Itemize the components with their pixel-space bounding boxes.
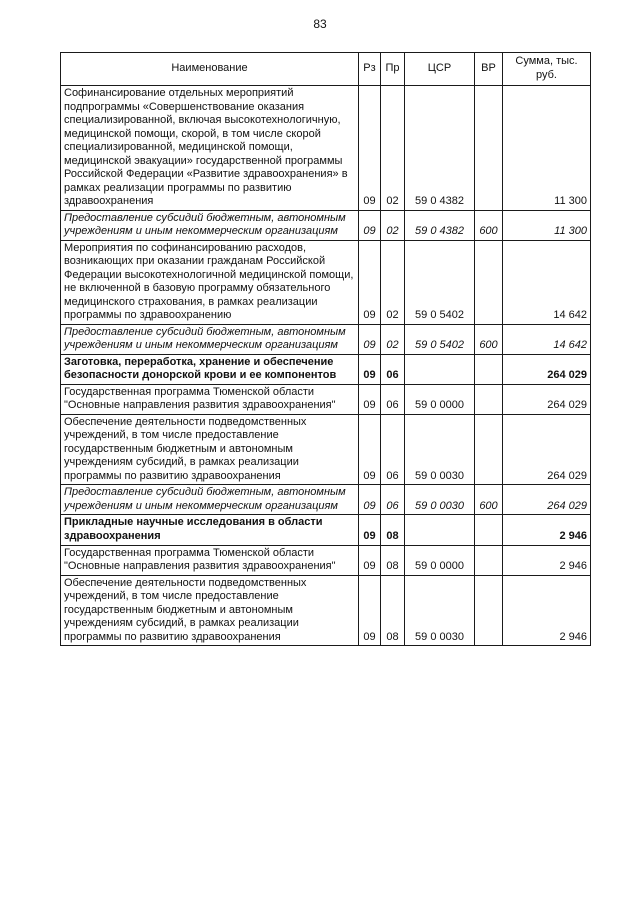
cell-vr [475, 240, 503, 324]
table-row [61, 324, 591, 354]
cell-name: Государственная программа Тюменской области "Основные направления развития здравоохранения" [61, 384, 359, 414]
cell-csr: 59 0 0000 [405, 545, 475, 575]
cell-sum: 14 642 [503, 324, 591, 354]
cell-sum: 11 300 [503, 86, 591, 211]
cell-pr: 08 [381, 515, 405, 545]
cell-name: Государственная программа Тюменской области "Основные направления развития здравоохранения" [61, 545, 359, 575]
cell-csr: 59 0 0030 [405, 575, 475, 646]
column-header-sum: Сумма, тыс. руб. [503, 53, 591, 86]
table-row [61, 86, 591, 211]
cell-rz: 09 [359, 324, 381, 354]
column-header-pr: Пр [381, 53, 405, 86]
cell-sum: 2 946 [503, 515, 591, 545]
table-row [61, 575, 591, 646]
cell-csr [405, 354, 475, 384]
table-row [61, 485, 591, 515]
table-body [61, 86, 591, 646]
cell-rz: 09 [359, 86, 381, 211]
cell-csr: 59 0 0030 [405, 485, 475, 515]
cell-pr: 06 [381, 485, 405, 515]
cell-vr [475, 515, 503, 545]
cell-name: Заготовка, переработка, хранение и обеспечение безопасности донорской крови и ее компонентов [61, 354, 359, 384]
cell-pr: 02 [381, 210, 405, 240]
table-row [61, 354, 591, 384]
cell-rz: 09 [359, 414, 381, 485]
column-header-vr: ВР [475, 53, 503, 86]
cell-rz: 09 [359, 354, 381, 384]
cell-vr [475, 545, 503, 575]
cell-csr: 59 0 4382 [405, 210, 475, 240]
cell-pr: 08 [381, 545, 405, 575]
cell-sum: 11 300 [503, 210, 591, 240]
cell-name: Прикладные научные исследования в области здравоохранения [61, 515, 359, 545]
budget-table [60, 52, 591, 646]
cell-rz: 09 [359, 485, 381, 515]
cell-csr: 59 0 4382 [405, 86, 475, 211]
cell-csr: 59 0 5402 [405, 324, 475, 354]
cell-vr: 600 [475, 485, 503, 515]
cell-name: Обеспечение деятельности подведомственных учреждений, в том числе предоставление государственным бюджетным и автономным учреждениям субсидий, в рамках реализации программы по развитию здравоохранения [61, 414, 359, 485]
cell-csr: 59 0 0000 [405, 384, 475, 414]
cell-pr: 08 [381, 575, 405, 646]
cell-sum: 2 946 [503, 575, 591, 646]
cell-name: Предоставление субсидий бюджетным, автономным учреждениям и иным некоммерческим организациям [61, 324, 359, 354]
cell-vr: 600 [475, 210, 503, 240]
column-header-rz: Рз [359, 53, 381, 86]
cell-csr: 59 0 5402 [405, 240, 475, 324]
page-number: 83 [313, 17, 327, 31]
cell-name: Предоставление субсидий бюджетным, автономным учреждениям и иным некоммерческим организациям [61, 485, 359, 515]
cell-sum: 14 642 [503, 240, 591, 324]
cell-rz: 09 [359, 545, 381, 575]
table-row [61, 210, 591, 240]
cell-csr [405, 515, 475, 545]
cell-pr: 02 [381, 86, 405, 211]
column-header-name: Наименование [61, 53, 359, 86]
cell-pr: 02 [381, 324, 405, 354]
cell-sum: 264 029 [503, 354, 591, 384]
cell-vr [475, 575, 503, 646]
column-header-csr: ЦСР [405, 53, 475, 86]
table-row [61, 384, 591, 414]
cell-sum: 264 029 [503, 414, 591, 485]
table-row [61, 414, 591, 485]
cell-sum: 2 946 [503, 545, 591, 575]
cell-rz: 09 [359, 384, 381, 414]
table-row [61, 515, 591, 545]
cell-vr [475, 414, 503, 485]
cell-pr: 02 [381, 240, 405, 324]
cell-vr [475, 384, 503, 414]
cell-vr [475, 354, 503, 384]
cell-name: Предоставление субсидий бюджетным, автономным учреждениям и иным некоммерческим организациям [61, 210, 359, 240]
cell-vr [475, 86, 503, 211]
cell-vr: 600 [475, 324, 503, 354]
table-row [61, 545, 591, 575]
cell-name: Мероприятия по софинансированию расходов, возникающих при оказании гражданам Российской Федерации высокотехнологичной медицинской помощи, не включенной в базовую программу обязательного медицинского страхования, в рамках реализации программы по здравоохранению [61, 240, 359, 324]
cell-sum: 264 029 [503, 384, 591, 414]
cell-pr: 06 [381, 354, 405, 384]
cell-name: Софинансирование отдельных мероприятий подпрограммы «Совершенствование оказания специализированной, включая высокотехнологичную, медицинской помощи, скорой, в том числе скорой специализированной, медицинской помощи, медицинской эвакуации» государственной программы Российской Федерации «Развитие здравоохранения» в рамках реализации программы по развитию здравоохранения [61, 86, 359, 211]
cell-name: Обеспечение деятельности подведомственных учреждений, в том числе предоставление государственным бюджетным и автономным учреждениям субсидий, в рамках реализации программы по развитию здравоохранения [61, 575, 359, 646]
cell-rz: 09 [359, 515, 381, 545]
table-row [61, 240, 591, 324]
cell-rz: 09 [359, 575, 381, 646]
cell-sum: 264 029 [503, 485, 591, 515]
cell-rz: 09 [359, 240, 381, 324]
table-header-row [61, 53, 591, 86]
cell-pr: 06 [381, 384, 405, 414]
cell-rz: 09 [359, 210, 381, 240]
cell-csr: 59 0 0030 [405, 414, 475, 485]
cell-pr: 06 [381, 414, 405, 485]
